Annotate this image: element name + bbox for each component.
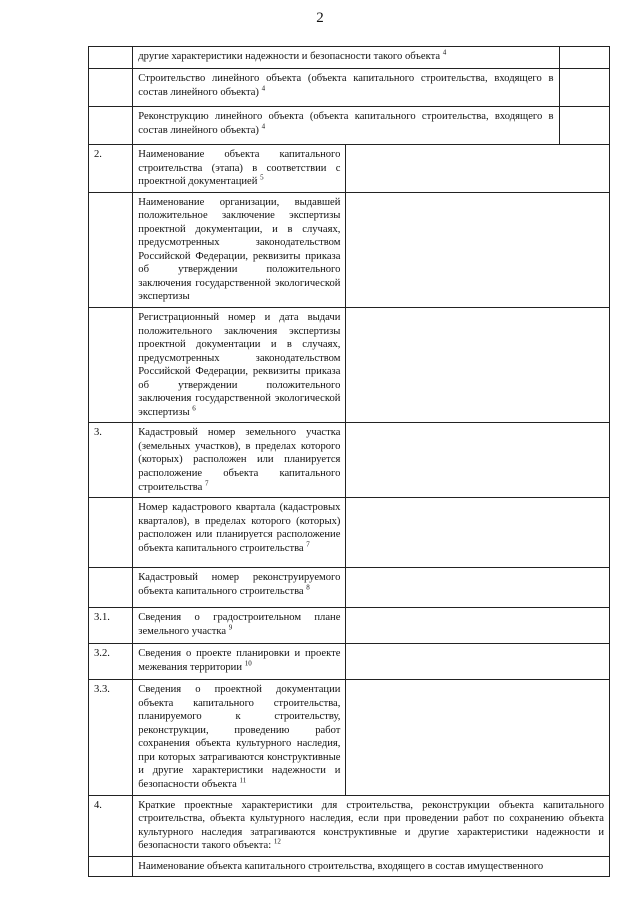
row-label: Наименование объекта капитального строительства (этапа) в соответствии с проектной документацией $^5$: [133, 145, 346, 193]
footnote-ref: 7: [306, 540, 310, 549]
table-row: [89, 795, 610, 856]
row-number: 3.2.: [89, 644, 133, 680]
footnote-ref: 5: [260, 173, 264, 182]
footnote-ref: 4: [261, 84, 266, 93]
row-label: Номер кадастрового квартала (кадастровых кварталов), в пределах которого (которых) расположен или планируется расположение объекта капитального строительства $^7$: [133, 498, 346, 568]
row-value: [346, 680, 610, 795]
footnote-ref: 4: [261, 122, 266, 131]
row-label: Сведения о проекте планировки и проекте межевания территории $^{10}$: [133, 644, 346, 680]
footnote-ref: 8: [306, 583, 310, 592]
table-row: [89, 856, 610, 877]
row-value: [559, 107, 609, 145]
row-label: Регистрационный номер и дата выдачи положительного заключения экспертизы проектной документации и в случаях, предусмотренных законодательством Российской Федерации, реквизиты приказа об утверждении положительного заключения государственной экологической экспертизы $^6$: [133, 308, 346, 423]
row-value: [346, 568, 610, 608]
footnote-ref: 12: [273, 837, 281, 846]
row-number: 2.: [89, 145, 133, 193]
table-row: [89, 107, 610, 145]
row-value: [346, 644, 610, 680]
row-value: [559, 69, 609, 107]
row-number: [89, 192, 133, 307]
row-value: [346, 498, 610, 568]
row-number: 3.: [89, 423, 133, 498]
row-number: 4.: [89, 795, 133, 856]
row-label: Сведения о градостроительном плане земельного участка $^9$: [133, 608, 346, 644]
footnote-ref: 9: [228, 623, 233, 632]
footnote-ref: 6: [192, 404, 196, 413]
table-row: [89, 145, 610, 193]
row-number: [89, 69, 133, 107]
table-row: [89, 498, 610, 568]
table-row: [89, 47, 610, 69]
row-value: [346, 308, 610, 423]
table-row: [89, 644, 610, 680]
row-number: [89, 308, 133, 423]
row-label: Реконструкцию линейного объекта (объекта капитального строительства, входящего в состав линейного объекта) $^4$: [133, 107, 559, 145]
row-number: 3.1.: [89, 608, 133, 644]
footnote-ref: 10: [244, 659, 252, 668]
row-label: Наименование объекта капитального строительства, входящего в состав имущественного: [133, 856, 610, 877]
row-number: [89, 568, 133, 608]
footnote-ref: 7: [205, 479, 209, 488]
row-value: [346, 423, 610, 498]
table-row: [89, 423, 610, 498]
row-label: Наименование организации, выдавшей положительное заключение экспертизы проектной документации, и в случаях, предусмотренных законодательством Российской Федерации, реквизиты приказа об утверждении положительного заключения государственной экологической экспертизы: [133, 192, 346, 307]
row-value: [346, 608, 610, 644]
table-row: [89, 308, 610, 423]
row-label: Кадастровый номер реконструируемого объекта капитального строительства $^8$: [133, 568, 346, 608]
row-number: [89, 856, 133, 877]
page-number: 2: [316, 10, 324, 26]
row-value: [346, 192, 610, 307]
row-label: другие характеристики надежности и безопасности такого объекта $^4$: [133, 47, 559, 69]
row-label: Кадастровый номер земельного участка (земельных участков), в пределах которого (которых) расположен или планируется расположение объекта капитального строительства $^7$: [133, 423, 346, 498]
table-row: [89, 568, 610, 608]
row-number: [89, 107, 133, 145]
row-label: Строительство линейного объекта (объекта капитального строительства, входящего в состав линейного объекта) $^4$: [133, 69, 559, 107]
row-value: [346, 145, 610, 193]
row-label: Сведения о проектной документации объекта капитального строительства, планируемого к строительству, реконструкции, проведению работ сохранения объекта культурного наследия, при которых затрагиваются конструктивные и другие характеристики надежности и безопасности объекта $^{11}$: [133, 680, 346, 795]
permit-form-table: [88, 46, 610, 877]
row-number: [89, 47, 133, 69]
table-row: [89, 680, 610, 795]
row-number: [89, 498, 133, 568]
footnote-ref: 11: [239, 776, 247, 785]
row-value: [559, 47, 609, 69]
table-row: [89, 69, 610, 107]
table-row: [89, 192, 610, 307]
footnote-ref: 4: [442, 48, 447, 57]
table-row: [89, 608, 610, 644]
row-label: Краткие проектные характеристики для строительства, реконструкции объекта капитального строительства, объекта культурного наследия, если при проведении работ по сохранению объекта культурного наследия затрагиваются конструктивные и другие характеристики надежности и безопасности такого объекта: $^{12}$: [133, 795, 610, 856]
row-number: 3.3.: [89, 680, 133, 795]
